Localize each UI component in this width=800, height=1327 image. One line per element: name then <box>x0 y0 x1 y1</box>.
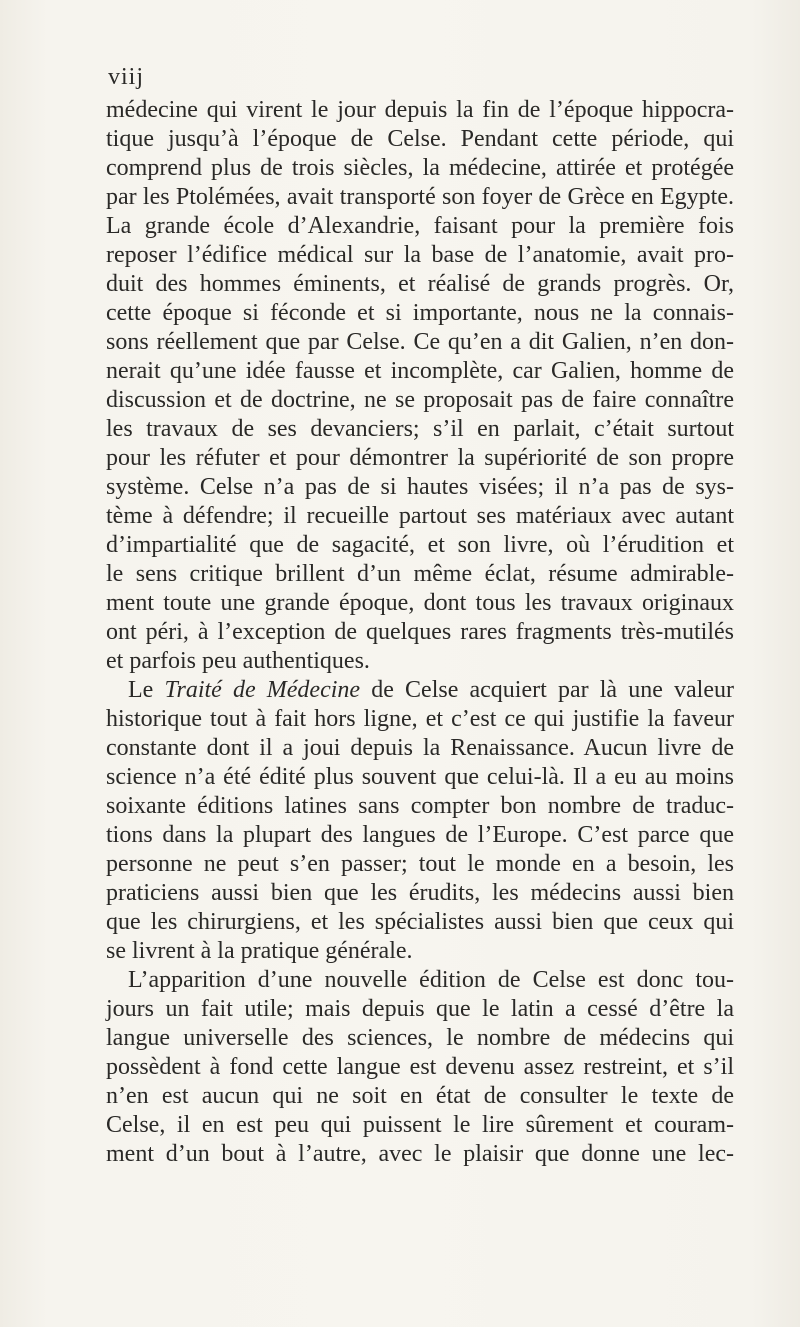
text-line: et parfois peu authentiques. <box>106 648 370 674</box>
text-line: que les chirurgiens, et les spécialistes aussi bien que ceux qui <box>106 909 734 935</box>
text-line <box>106 676 734 705</box>
text-line: le sens critique brillent d’un même éclat, résume admirable- <box>106 561 734 587</box>
text-line: ont péri, à l’exception de quelques rares fragments très-mutilés <box>106 619 734 645</box>
text-line: La grande école d’Alexandrie, faisant pour la première fois <box>106 213 734 239</box>
text-line: reposer l’édifice médical sur la base de l’anatomie, avait pro- <box>106 242 734 268</box>
text-line: soixante éditions latines sans compter bon nombre de traduc- <box>106 793 734 819</box>
text-run: Le <box>128 677 165 703</box>
text-run: de Celse acquiert par là une valeur <box>360 677 734 703</box>
text-line: système. Celse n’a pas de si hautes visées; il n’a pas de sys- <box>106 474 734 500</box>
text-line: nerait qu’une idée fausse et incomplète, car Galien, homme de <box>106 358 734 384</box>
text-line: tions dans la plupart des langues de l’Europe. C’est parce que <box>106 822 734 848</box>
text-line: personne ne peut s’en passer; tout le monde en a besoin, les <box>106 851 734 877</box>
book-title: Traité de Médecine <box>164 677 361 703</box>
text-line: cette époque si féconde et si importante, nous ne la connais- <box>106 300 734 326</box>
text-line: d’impartialité que de sagacité, et son livre, où l’érudition et <box>106 532 734 558</box>
text-line: pour les réfuter et pour démontrer la supériorité de son propre <box>106 445 734 471</box>
text-line: ment toute une grande époque, dont tous les travaux originaux <box>106 590 734 616</box>
text-line: n’en est aucun qui ne soit en état de consulter le texte de <box>106 1083 734 1109</box>
text-line: se livrent à la pratique générale. <box>106 938 413 964</box>
text-line: possèdent à fond cette langue est devenu assez restreint, et s’il <box>106 1054 734 1080</box>
text-line: constante dont il a joui depuis la Renaissance. Aucun livre de <box>106 735 734 761</box>
text-line: médecine qui virent le jour depuis la fin de l’époque hippocra- <box>106 97 734 123</box>
text-line: ment d’un bout à l’autre, avec le plaisir que donne une lec- <box>106 1141 734 1167</box>
text-line: comprend plus de trois siècles, la médecine, attirée et protégée <box>106 155 734 181</box>
text-line: les travaux de ses devanciers; s’il en parlait, c’était surtout <box>106 416 734 442</box>
text-line: discussion et de doctrine, ne se proposait pas de faire connaître <box>106 387 734 413</box>
text-line: tique jusqu’à l’époque de Celse. Pendant cette période, qui <box>106 126 734 152</box>
page-number: viij <box>108 64 145 90</box>
text-line: tème à défendre; il recueille partout ses matériaux avec autant <box>106 503 734 529</box>
text-line: praticiens aussi bien que les érudits, les médecins aussi bien <box>106 880 734 906</box>
text-line: sons réellement que par Celse. Ce qu’en a dit Galien, n’en don- <box>106 329 734 355</box>
text-line: science n’a été édité plus souvent que celui-là. Il a eu au moins <box>106 764 734 790</box>
text-line: Celse, il en est peu qui puissent le lire sûrement et couram- <box>106 1112 734 1138</box>
text-line: duit des hommes éminents, et réalisé de grands progrès. Or, <box>106 271 734 297</box>
text-line: L’apparition d’une nouvelle édition de Celse est donc tou- <box>128 967 734 993</box>
text-line: historique tout à fait hors ligne, et c’est ce qui justifie la faveur <box>106 706 734 732</box>
text-line: par les Ptolémées, avait transporté son foyer de Grèce en Egypte. <box>106 184 734 210</box>
text-line: langue universelle des sciences, le nombre de médecins qui <box>106 1025 734 1051</box>
text-line: jours un fait utile; mais depuis que le latin a cessé d’être la <box>106 996 734 1022</box>
